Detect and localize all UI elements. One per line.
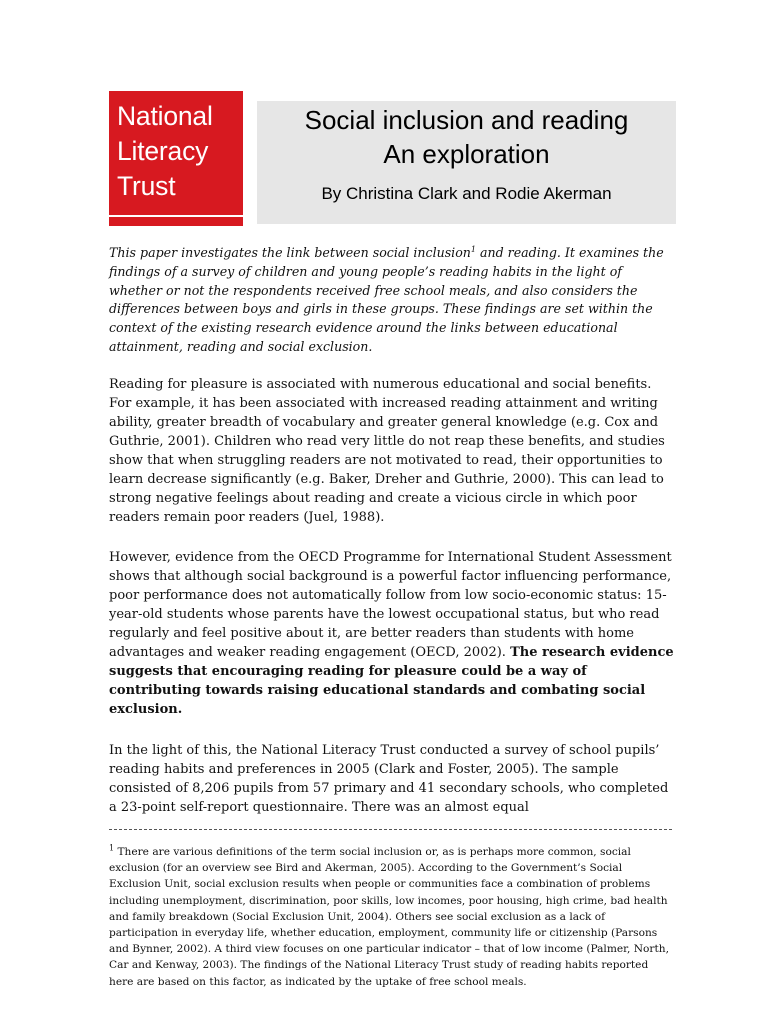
footnote-divider (109, 829, 672, 830)
logo-line-2: Literacy (117, 136, 209, 166)
paragraph-2-emphasis: The research evidence suggests that encouraging reading for pleasure could be a way of contributing towards raising educational standards and combating social exclusion. (109, 645, 674, 717)
paragraph-3: In the light of this, the National Literacy Trust conducted a survey of school pupils’ reading habits and preferences in 2005 (Clark and Foster, 2005). The sample consisted of 8,206 pupils from 57 primary and 41 secondary schools, who completed a 23-point self-report questionnaire. There was an almost equal (109, 743, 669, 815)
logo-line-3: Trust (117, 171, 176, 201)
paragraph-1: Reading for pleasure is associated with numerous educational and social benefits. For example, it has been associated with increased reading attainment and writing ability, greater breadth of vocabulary and greater general knowledge (e.g. Cox and Guthrie, 2001). Children who read very little do not reap these benefits, and studies show that when struggling readers are not motivated to read, their opportunities to learn decrease significantly (e.g. Baker, Dreher and Guthrie, 2000). This can lead to strong negative feelings about reading and create a vicious circle in which poor readers remain poor readers (Juel, 1988). (109, 377, 665, 525)
footnote (109, 844, 669, 990)
logo-underline (109, 215, 243, 217)
national-literacy-trust-logo (109, 91, 243, 226)
logo-line-1: National (117, 101, 213, 131)
page-title (257, 103, 676, 171)
authors: By Christina Clark and Rodie Akerman (321, 184, 612, 203)
abstract-text-end: and reading. It examines the findings of a survey of children and young people’s reading habits in the light of whether or not the respondents received free school meals, and also considers the differences between boys and girls in these groups. These findings are set within the context of the existing research evidence around the links between educational attainment, reading and social exclusion. (109, 245, 664, 354)
footnote-mark: 1 (109, 843, 115, 853)
title-line-2: An exploration (383, 139, 550, 169)
abstract-text-start: This paper investigates the link between social inclusion (109, 245, 471, 260)
paragraph-2 (109, 548, 677, 719)
title-line-1: Social inclusion and reading (304, 105, 629, 135)
footnote-text: There are various definitions of the term social inclusion or, as is perhaps more common, social exclusion (for an overview see Bird and Akerman, 2005). According to the Government’s Social Exclusion Unit, social exclusion results when people or communities face a combination of problems including unemployment, discrimination, poor skills, low incomes, poor housing, high crime, bad health and family breakdown (Social Exclusion Unit, 2004). Others see social exclusion as a lack of participation in everyday life, whether education, employment, community life or citizenship (Parsons and Bynner, 2002). A third view focuses on one particular indicator – that of low income (Palmer, North, Car and Kenway, 2003). The findings of the National Literacy Trust study of reading habits reported here are based on this factor, as indicated by the uptake of free school meals. (109, 846, 669, 988)
paragraph-2-text: However, evidence from the OECD Programme for International Student Assessment shows that although social background is a powerful factor influencing performance, poor performance does not automatically follow from low socio-economic status: 15-year-old students whose parents have the lowest occupational status, but who read regularly and feel positive about it, are better readers than students with home advantages and weaker reading engagement (OECD, 2002). (109, 550, 672, 660)
logo-text (117, 99, 213, 204)
footnote-reference[interactable]: 1 (470, 244, 476, 254)
title-box (257, 101, 676, 224)
abstract (109, 244, 677, 357)
